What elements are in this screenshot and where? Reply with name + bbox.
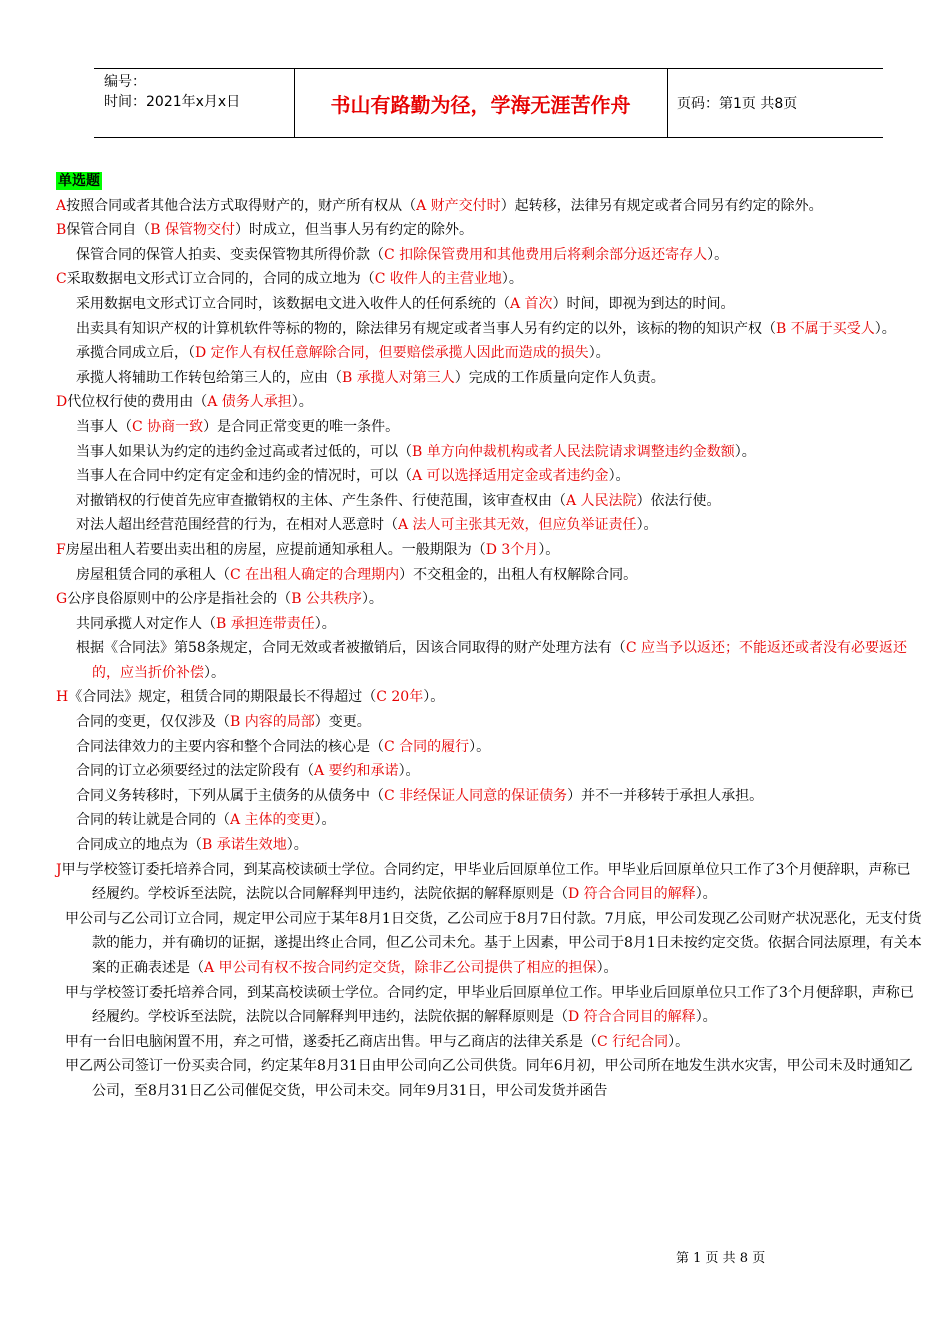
answer-text: A 财产交付时: [416, 197, 501, 214]
index-letter: J: [56, 861, 62, 878]
question-suffix: ）。: [874, 320, 896, 337]
answer-text: A 人民法院: [566, 492, 637, 509]
question-suffix: ）。: [501, 271, 523, 288]
index-letter: F: [56, 541, 66, 558]
question-item: [56, 317, 922, 342]
header-page-number: 页码：第1页 共8页: [677, 96, 798, 112]
question-suffix: ）。: [204, 664, 225, 681]
question-item: [56, 464, 922, 489]
question-suffix: ）。: [668, 1033, 690, 1050]
question-suffix: ）。: [314, 615, 336, 632]
question-item: [56, 440, 922, 465]
question-item: [56, 981, 922, 1030]
question-text: 合同的订立必须要经过的法定阶段有（: [76, 763, 314, 780]
question-suffix: ）变更。: [314, 714, 371, 731]
question-item: [56, 1030, 922, 1055]
question-item: [56, 366, 922, 391]
question-suffix: ）不交租金的，出租人有权解除合同。: [399, 566, 638, 583]
question-text: 按照合同或者其他合法方式取得财产的，财产所有权从（: [66, 197, 417, 214]
header-motto: 书山有路勤为径，学海无涯苦作舟: [294, 69, 668, 137]
question-item: [56, 292, 922, 317]
answer-text: A 主体的变更: [230, 812, 315, 829]
question-text: 甲公司与乙公司订立合同，规定甲公司应于某年8月1日交货，乙公司应于8月7日付款。7月底，甲公司发现乙公司财产状况恶化，无支付货款的能力，并有确切的证据，遂提出终止合同，但乙公司未允。基于上因素，甲公司于8月1日未按约定交货。依据合同法原理，有关本案的正确表述是（: [65, 910, 922, 976]
question-text: 合同成立的地点为（: [76, 837, 202, 854]
answer-text: B 承担连带责任: [216, 615, 315, 632]
question-item: [56, 784, 922, 809]
question-suffix: ）。: [588, 345, 610, 362]
answer-text: B 内容的局部: [230, 714, 315, 731]
question-item: [56, 538, 922, 563]
question-suffix: ）。: [707, 246, 729, 263]
question-item: [56, 218, 922, 243]
answer-text: C 合同的履行: [384, 738, 470, 755]
answer-text: D 符合合同目的解释: [568, 1009, 696, 1026]
page-footer: 第 1 页 共 8 页: [676, 1251, 766, 1266]
answer-text: B 不属于买受人: [776, 320, 875, 337]
question-item: [56, 513, 922, 538]
question-text: 甲有一台旧电脑闲置不用，弃之可惜，遂委托乙商店出售。甲与乙商店的法律关系是（: [65, 1033, 597, 1050]
question-suffix: ）是合同正常变更的唯一条件。: [203, 418, 400, 435]
question-suffix: ）。: [286, 837, 308, 854]
question-suffix: ）。: [538, 541, 560, 558]
question-text: 合同义务转移时，下列从属于主债务的从债务中（: [76, 787, 384, 804]
answer-text: D 定作人有权任意解除合同，但要赔偿承揽人因此而造成的损失: [195, 345, 589, 362]
index-letter: B: [56, 222, 67, 239]
question-item: [56, 563, 922, 588]
answer-text: A 首次: [510, 295, 553, 312]
question-suffix: ）。: [596, 960, 618, 976]
question-item: [56, 858, 922, 907]
question-suffix: ）。: [636, 517, 658, 534]
question-item: [56, 587, 922, 612]
question-item: [56, 636, 922, 685]
question-text: 采用数据电文形式订立合同时，该数据电文进入收件人的任何系统的（: [76, 295, 510, 312]
question-text: 公序良俗原则中的公序是指社会的（: [67, 591, 292, 608]
number-label: 编号：: [104, 74, 146, 90]
answer-text: B 单方向仲裁机构或者人民法院请求调整违约金数额: [412, 443, 735, 460]
question-suffix: ）完成的工作质量向定作人负责。: [454, 369, 665, 386]
index-letter: A: [56, 197, 67, 214]
answer-text: A 法人可主张其无效，但应负举证责任: [398, 517, 637, 534]
question-suffix: ）时间，即视为到达的时间。: [552, 295, 735, 312]
question-text: 《合同法》规定，租赁合同的期限最长不得超过（: [68, 689, 377, 706]
question-item: [56, 710, 922, 735]
question-text: 保管合同自（: [66, 222, 151, 239]
answer-text: D 符合合同目的解释: [568, 886, 696, 903]
question-item: [56, 415, 922, 440]
answer-text: A 债务人承担: [207, 394, 292, 411]
answer-text: A 要约和承诺: [314, 763, 399, 780]
question-suffix: ）。: [314, 812, 336, 829]
answer-text: B 公共秩序: [291, 591, 362, 608]
question-text: 合同的变更，仅仅涉及（: [76, 714, 230, 731]
question-suffix: ）时成立，但当事人另有约定的除外。: [235, 222, 474, 239]
question-item: [56, 489, 922, 514]
question-text: 甲与学校签订委托培养合同，到某高校读硕士学位。合同约定，甲毕业后回原单位工作。甲毕业后回原单位只工作了3个月便辞职，声称已经履约。学校诉至法院，法院以合同解释判甲违约，法院依据的解释原则是（: [65, 984, 914, 1026]
question-item: [56, 833, 922, 858]
answer-text: C 应当予以返还；不能返还或者没有必要返还的，应当折价补偿: [92, 640, 907, 681]
index-letter: C: [56, 271, 67, 288]
question-suffix: ）。: [361, 591, 383, 608]
question-text: 共同承揽人对定作人（: [76, 615, 216, 632]
question-text: 当事人在合同中约定有定金和违约金的情况时，可以（: [76, 468, 412, 485]
index-letter: D: [56, 394, 68, 411]
question-item: [56, 685, 922, 710]
question-suffix: ）。: [423, 689, 445, 706]
answer-text: C 行纪合同: [597, 1033, 669, 1050]
question-item: [56, 735, 922, 760]
question-text: 代位权行使的费用由（: [67, 394, 208, 411]
question-text: 出卖具有知识产权的计算机软件等标的物的，除法律另有规定或者当事人另有约定的以外，该标的物的知识产权（: [76, 320, 776, 337]
question-item: [56, 907, 922, 981]
question-item: [56, 194, 922, 219]
question-text: 承揽人将辅助工作转包给第三人的，应由（: [76, 369, 342, 386]
question-item: [56, 341, 922, 366]
question-text: 根据《合同法》第58条规定，合同无效或者被撤销后，因该合同取得的财产处理方法有（: [76, 640, 626, 657]
question-item: [56, 759, 922, 784]
question-item: [56, 1054, 922, 1103]
document-body: [56, 169, 922, 1104]
question-item: [56, 243, 922, 268]
question-text: 房屋出租人若要出卖出租的房屋，应提前通知承租人。一般期限为（: [65, 541, 486, 558]
question-text: 房屋租赁合同的承租人（: [76, 566, 230, 583]
question-suffix: ）。: [291, 394, 313, 411]
question-suffix: ）。: [608, 468, 630, 485]
question-item: [56, 267, 922, 292]
question-text: 承揽合同成立后，（: [76, 345, 195, 362]
question-suffix: ）起转移，法律另有规定或者合同另有约定的除外。: [500, 197, 823, 214]
answer-text: A 甲公司有权不按合同约定交货，除非乙公司提供了相应的担保: [204, 960, 597, 976]
question-text: 当事人（: [76, 418, 132, 435]
answer-text: A 可以选择适用定金或者违约金: [412, 468, 609, 485]
index-letter: H: [56, 689, 69, 706]
question-text: 采取数据电文形式订立合同的，合同的成立地为（: [66, 271, 375, 288]
answer-text: C 扣除保管费用和其他费用后将剩余部分返还寄存人: [384, 246, 708, 263]
question-list: [56, 194, 922, 1104]
answer-text: C 20年: [376, 689, 424, 706]
answer-text: C 非经保证人同意的保证债务: [384, 787, 568, 804]
answer-text: C 收件人的主营业地: [374, 271, 502, 288]
answer-text: C 在出租人确定的合理期内: [230, 566, 400, 583]
answer-text: B 承揽人对第三人: [342, 369, 455, 386]
question-item: [56, 808, 922, 833]
question-text: 甲与学校签订委托培养合同，到某高校读硕士学位。合同约定，甲毕业后回原单位工作。甲毕业后回原单位只工作了3个月便辞职，声称已经履约。学校诉至法院，法院以合同解释判甲违约，法院依据的解释原则是（: [61, 861, 911, 903]
date-label: 时间：2021年x月x日: [104, 94, 241, 110]
question-text: 甲乙两公司签订一份买卖合同，约定某年8月31日由甲公司向乙公司供货。同年6月初，甲公司所在地发生洪水灾害，甲公司未及时通知乙公司，至8月31日乙公司催促交货，甲公司未交。同年9月31日，甲公司发货并函告: [65, 1058, 913, 1099]
question-text: 合同的转让就是合同的（: [76, 812, 230, 829]
question-suffix: ）。: [398, 763, 420, 780]
page-header: [94, 68, 883, 138]
question-suffix: ）并不一并移转于承担人承担。: [567, 787, 764, 804]
answer-text: B 保管物交付: [150, 222, 236, 239]
header-meta: [94, 69, 295, 137]
question-item: [56, 390, 922, 415]
question-text: 合同法律效力的主要内容和整个合同法的核心是（: [76, 738, 384, 755]
section-title: 单选题: [58, 173, 100, 189]
answer-text: D 3个月: [485, 541, 539, 558]
question-suffix: ）。: [734, 443, 756, 460]
question-item: [56, 612, 922, 637]
question-suffix: ）。: [695, 886, 717, 903]
answer-text: B 承诺生效地: [202, 837, 287, 854]
question-suffix: ）。: [469, 738, 491, 755]
question-text: 对法人超出经营范围经营的行为，在相对人恶意时（: [76, 517, 398, 534]
question-suffix: ）依法行使。: [636, 492, 721, 509]
question-text: 当事人如果认为约定的违约金过高或者过低的，可以（: [76, 443, 412, 460]
question-suffix: ）。: [695, 1009, 717, 1026]
question-text: 保管合同的保管人拍卖、变卖保管物其所得价款（: [76, 246, 384, 263]
index-letter: G: [56, 591, 68, 608]
question-text: 对撤销权的行使首先应审查撤销权的主体、产生条件、行使范围，该审查权由（: [76, 492, 566, 509]
answer-text: C 协商一致: [132, 418, 204, 435]
